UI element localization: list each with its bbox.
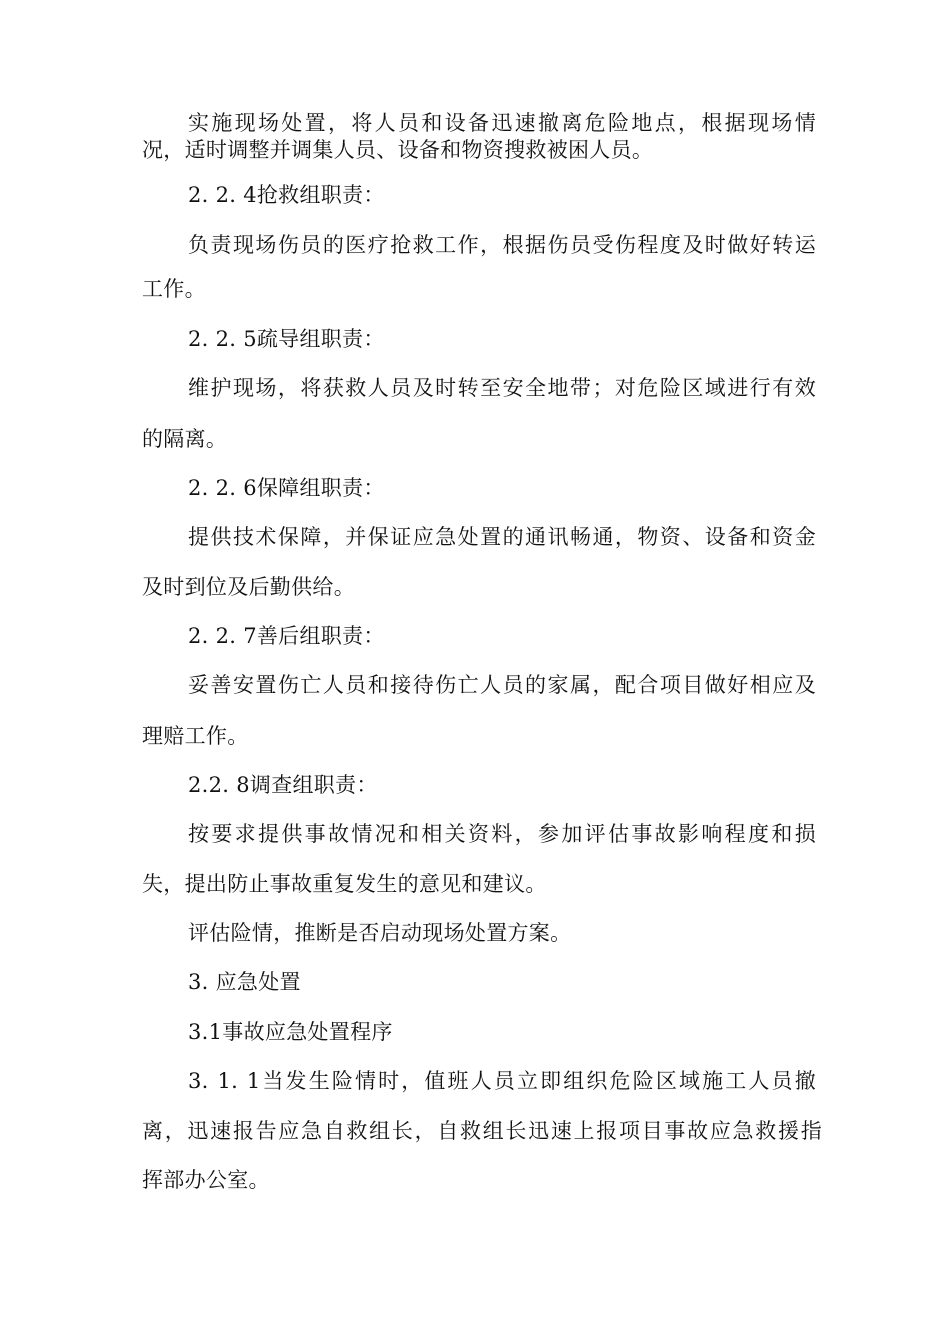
section-heading: 2.2. 8调查组职责： — [188, 773, 378, 797]
paragraph-line: 离，迅速报告应急自救组长，自救组长迅速上报项目事故应急救援指 — [142, 1119, 822, 1143]
paragraph-line: 工作。 — [142, 277, 206, 301]
section-heading: 2. 2. 7善后组职责： — [188, 624, 385, 648]
section-heading: 2. 2. 6保障组职责： — [188, 476, 385, 500]
section-heading: 2. 2. 5疏导组职责： — [188, 327, 385, 351]
paragraph-line: 挥部办公室。 — [142, 1168, 270, 1192]
paragraph-line: 及时到位及后勤供给。 — [142, 575, 355, 599]
paragraph-line: 提供技术保障，并保证应急处置的通讯畅通，物资、设备和资金 — [188, 525, 816, 549]
paragraph-line: 失，提出防止事故重复发生的意见和建议。 — [142, 872, 547, 896]
paragraph-line: 负责现场伤员的医疗抢救工作，根据伤员受伤程度及时做好转运 — [188, 233, 816, 257]
paragraph-line: 妥善安置伤亡人员和接待伤亡人员的家属，配合项目做好相应及 — [188, 673, 816, 697]
paragraph-line: 的隔离。 — [142, 427, 228, 451]
section-heading: 3. 应急处置 — [188, 970, 301, 994]
paragraph-line: 理赔工作。 — [142, 724, 249, 748]
paragraph-line: 评估险情，推断是否启动现场处置方案。 — [188, 921, 572, 945]
section-heading: 3.1事故应急处置程序 — [188, 1020, 393, 1044]
section-heading: 2. 2. 4抢救组职责： — [188, 183, 385, 207]
paragraph-line: 3. 1. 1当发生险情时，值班人员立即组织危险区域施工人员撤 — [188, 1069, 816, 1093]
paragraph-line: 况，适时调整并调集人员、设备和物资搜救被困人员。 — [142, 138, 654, 162]
paragraph-line: 实施现场处置，将人员和设备迅速撤离危险地点，根据现场情 — [188, 111, 816, 135]
paragraph-line: 维护现场，将获救人员及时转至安全地带；对危险区域进行有效 — [188, 376, 816, 400]
paragraph-line: 按要求提供事故情况和相关资料，参加评估事故影响程度和损 — [188, 822, 816, 846]
